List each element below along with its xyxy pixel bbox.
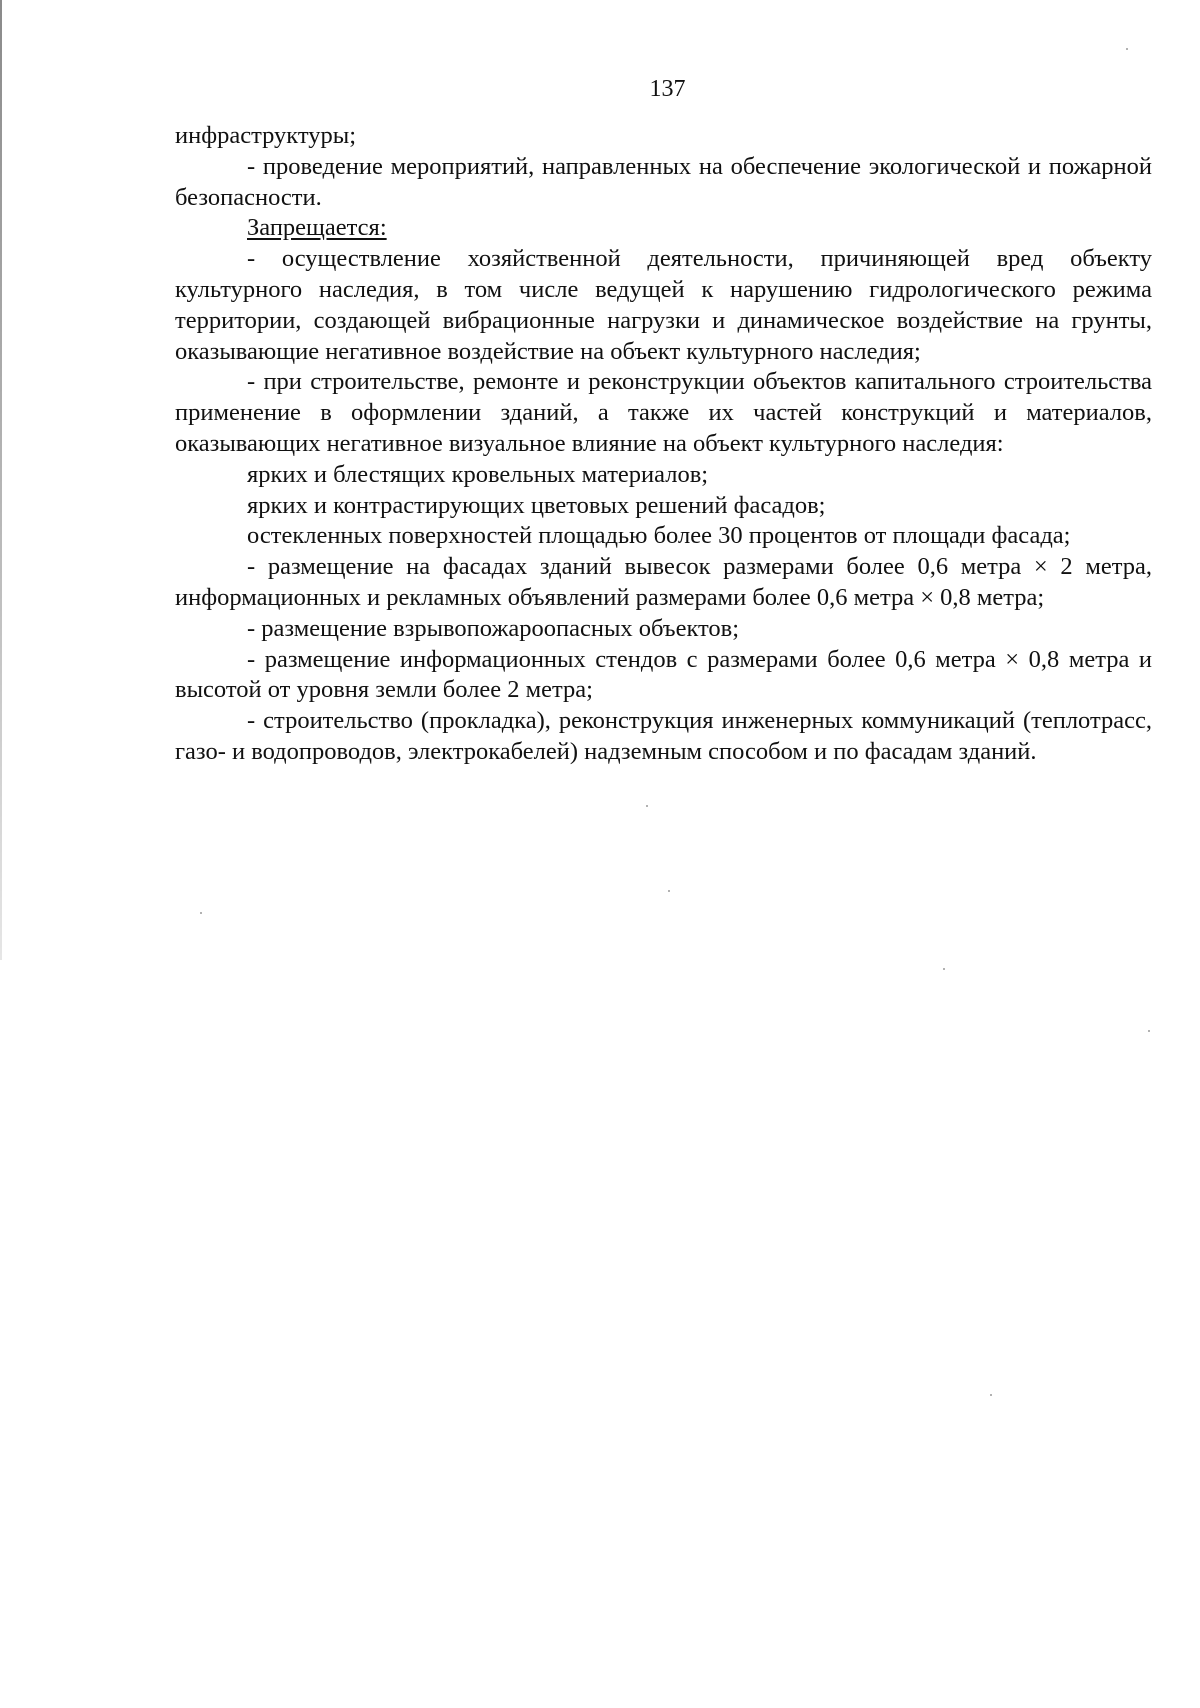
prohibited-heading-label: Запрещается: <box>247 214 387 242</box>
list-item-roofing-materials: ярких и блестящих кровельных материалов; <box>247 460 709 488</box>
paragraph-prohibited-economic-activity: - осуществление хозяйственной деятельности, причиняющей вред объекту культурного наследия, в том числе ведущей к нарушению гидрологического режима территории, создающей вибрационные нагрузки и динамическое воздействие на грунты, оказывающие негативное воздействие на объект культурного наследия; <box>175 245 1152 365</box>
paragraph-explosive-objects: - размещение взрывопожароопасных объектов; <box>247 614 740 642</box>
paragraph-signage-limits: - размещение на фасадах зданий вывесок размерами более 0,6 метра × 2 метра, информационных и рекламных объявлений размерами более 0,6 метра × 0,8 метра; <box>175 553 1152 611</box>
document-body <box>175 121 1152 768</box>
paragraph-safety-measures: - проведение мероприятий, направленных на обеспечение экологической и пожарной безопасности. <box>175 152 1152 211</box>
list-item-glazed-surfaces: остекленных поверхностей площадью более 30 процентов от площади фасада; <box>247 522 1071 550</box>
paragraph-prohibited-construction-materials: - при строительстве, ремонте и реконструкции объектов капитального строительства применение в оформлении зданий, а также их частей конструкций и материалов, оказывающих негативное визуальное влияние на объект культурного наследия: <box>175 368 1152 457</box>
scan-speck <box>1148 1030 1150 1032</box>
paragraph-infrastructure-end: инфраструктуры; <box>175 122 357 149</box>
page-number: 137 <box>649 76 686 102</box>
scan-speck <box>646 805 648 807</box>
scan-speck <box>668 890 670 892</box>
prohibited-heading <box>175 213 1152 244</box>
paragraph-utility-lines: - строительство (прокладка), реконструкция инженерных коммуникаций (теплотрасс, газо- и водопроводов, электрокабелей) надземным способом и по фасадам зданий. <box>175 707 1152 765</box>
list-item-facade-colors: ярких и контрастирующих цветовых решений фасадов; <box>247 491 826 519</box>
scan-speck <box>990 1394 992 1396</box>
paragraph-information-stands: - размещение информационных стендов с размерами более 0,6 метра × 0,8 метра и высотой от уровня земли более 2 метра; <box>175 645 1152 704</box>
scan-speck <box>1126 48 1128 50</box>
scan-speck <box>943 968 945 970</box>
scan-left-edge <box>0 0 2 960</box>
scan-speck <box>200 912 202 914</box>
